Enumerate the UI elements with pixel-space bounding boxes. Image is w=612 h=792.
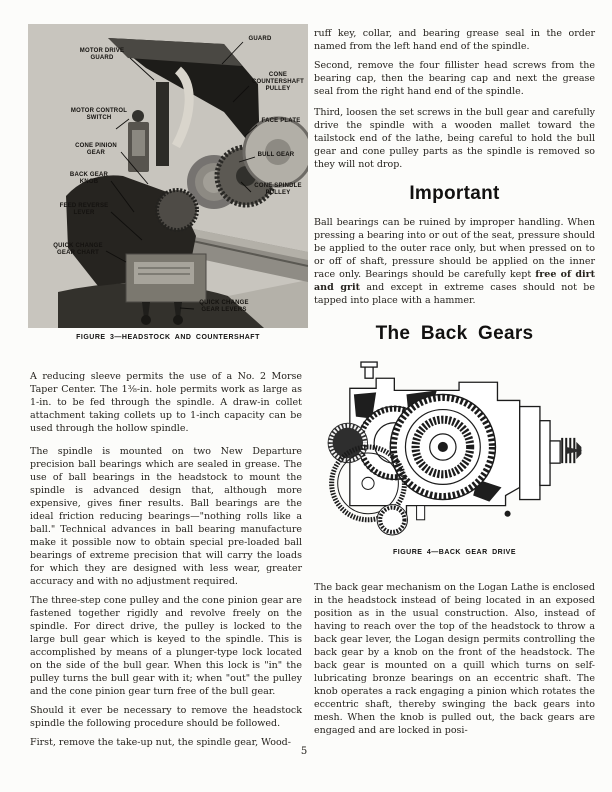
right-column-top: [314, 27, 595, 171]
callout-cone-spindle-pulley: CONE SPINDLE PULLEY: [254, 183, 302, 196]
figure4-caption: FIGURE 4—BACK GEAR DRIVE: [392, 549, 516, 556]
paragraph-back-gear-mechanism: The back gear mechanism on the Logan Lathe is enclosed in the headstock instead of being located in an exposed position as in the usual construction. Also, instead of having to reach over the top of the headstock to throw a back gear lever, the Logan design permits controlling the back gear by a knob on the front of the headstock. The back gear is mounted on a quill which turns on self-lubricating bronze bearings on an eccentric shaft. The knob operates a rack engaging a pinion which rotates the eccentric shaft, thereby swinging the back gears into mesh. When the knob is pulled out, the back gears are engaged and are locked in posi-: [314, 582, 595, 736]
callout-quick-change-gear-chart: QUICK CHANGE GEAR CHART: [53, 243, 103, 256]
left-column: [30, 370, 302, 749]
figure4-drawing: [318, 358, 592, 540]
paragraph-removal-intro: Should it ever be necessary to remove the headstock spindle the following procedure should be followed.: [30, 705, 302, 729]
callout-cone-pinion-gear: CONE PINION GEAR: [75, 143, 117, 156]
callout-guard: GUARD: [248, 36, 272, 42]
callout-back-gear-knob: BACK GEAR KNOB: [69, 172, 109, 185]
callout-face-plate: FACE PLATE: [261, 118, 301, 124]
back-gears-heading: The Back Gears: [375, 323, 534, 344]
callout-quick-change-gear-levers: QUICK CHANGE GEAR LEVERS: [199, 300, 249, 313]
back-gear-drive-illustration: [318, 358, 592, 540]
figure3-photo: [28, 24, 308, 328]
callout-feed-reverse-lever: FEED REVERSE LEVER: [59, 203, 109, 216]
paragraph-cone-pulley: The three-step cone pulley and the cone pinion gear are fastened together rigidly and revolve freely on the spindle. For direct drive, the pulley is locked to the large bull gear which is keyed to the spindle. This is accomplished by means of a plunger-type lock located on the side of the bull gear. When this lock is "in" the pulley turns the bull gear with it; when "out" the pulley and the cone pinion gear turn free of the bull gear.: [30, 595, 302, 697]
paragraph-removal-first: First, remove the take-up nut, the spindle gear, Wood-: [30, 737, 291, 748]
important-text-bold: free of dirt and grit: [314, 269, 595, 293]
paragraph-third-step: Third, loosen the set screws in the bull gear and carefully drive the spindle with a wooden mallet toward the tailstock end of the lathe, being careful to hold the bull gear and cone pulley parts as the spindle is removed so they will not drop.: [314, 107, 595, 170]
callout-cone-countershaft-pulley: CONE COUNTERSHAFT PULLEY: [251, 72, 305, 92]
important-text-after: and except in extreme cases should not be tapped into place with a hammer.: [314, 282, 595, 306]
callout-motor-drive-guard: MOTOR DRIVE GUARD: [79, 48, 125, 61]
important-section: [314, 216, 595, 307]
paragraph-reducing-sleeve: A reducing sleeve permits the use of a No. 2 Morse Taper Center. The 1⅜-in. hole permits work as large as 1-in. to be fed through the spindle. A draw-in collet attachment taking collets up to 1-inch capacity can be used through the hollow spindle.: [30, 371, 302, 434]
page-number: 5: [300, 746, 308, 757]
important-heading: Important: [409, 183, 500, 204]
paragraph-second-step: Second, remove the four fillister head screws from the bearing cap, then the bearing cap and next the grease seal from the right hand end of the spindle.: [314, 60, 595, 97]
paragraph-spindle-bearings: The spindle is mounted on two New Departure precision ball bearings which are sealed in grease. The use of ball bearings in the headstock to mount the spindle is advanced design that, although more expensive, gives finer results. Ball bearings are the ideal friction reducing bearings—"nothing rolls like a ball." Technical advances in ball bearing manufacture make it possible now to obtain special pre-loaded ball bearings of extreme precision that will carry the loads for which they are designed with less wear, greater accuracy and with no adjustment required.: [30, 446, 302, 587]
callout-bull-gear: BULL GEAR: [257, 152, 295, 158]
right-column-bottom: [314, 581, 595, 737]
figure3-caption: FIGURE 3—HEADSTOCK AND COUNTERSHAFT: [76, 334, 260, 341]
paragraph-ruff-key: ruff key, collar, and bearing grease seal in the order named from the left hand end of the spindle.: [314, 28, 595, 52]
callout-motor-control-switch: MOTOR CONTROL SWITCH: [70, 108, 128, 121]
important-text-before: Ball bearings can be ruined by improper handling. When pressing a bearing into or out of the seat, pressure should be applied to the outer race only, but when pressed on to or off of shaft, pressure should be applied on the inner race only. Bearings should be carefully kept: [314, 217, 595, 280]
paragraph-important: [314, 216, 595, 307]
